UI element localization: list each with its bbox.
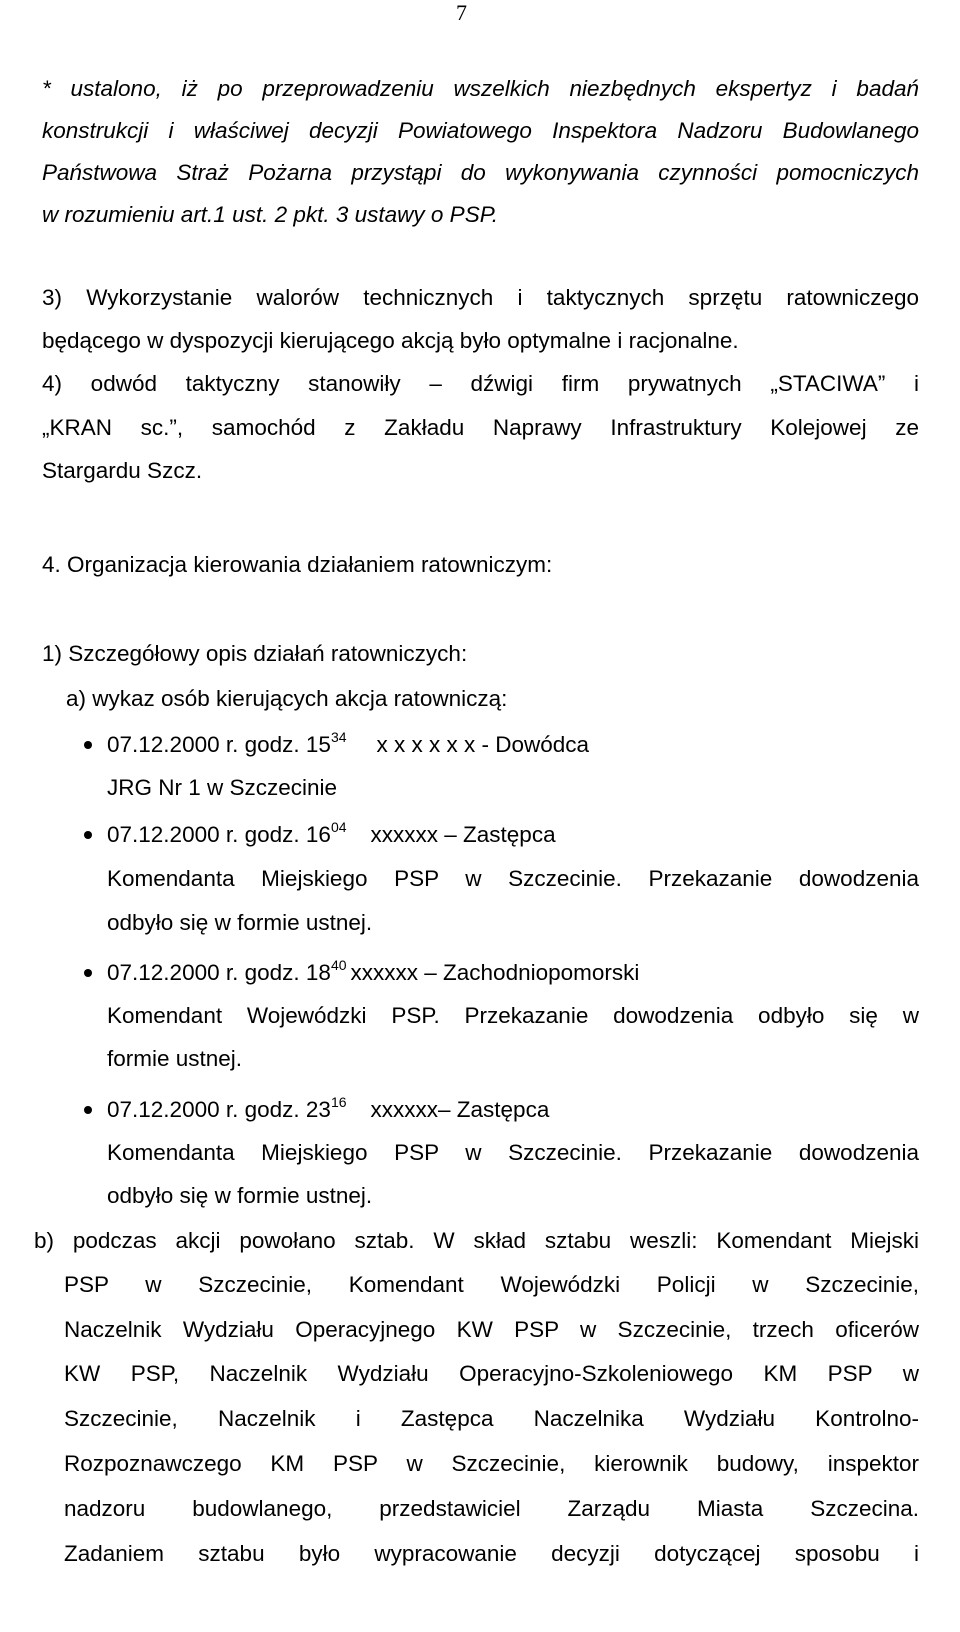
intro-line: Państwowa Straż Pożarna przystąpi do wykonywania czynności pomocniczych: [42, 160, 919, 185]
bullet-line: odbyło się w formie ustnej.: [107, 910, 373, 935]
subsection-item-b-line: KW PSP, Naczelnik Wydziału Operacyjno-Szkoleniowego KM PSP w: [64, 1361, 919, 1386]
intro-line: * ustalono, iż po przeprowadzeniu wszelkich niezbędnych ekspertyz i badań: [42, 76, 919, 101]
subsection-item-b-line: b) podczas akcji powołano sztab. W skład sztabu weszli: Komendant Miejski: [34, 1228, 919, 1253]
bullet-line: Komendanta Miejskiego PSP w Szczecinie. Przekazanie dowodzenia: [107, 866, 919, 891]
bullet-icon: [84, 831, 92, 839]
subsection-item-b-line: PSP w Szczecinie, Komendant Wojewódzki Policji w Szczecinie,: [64, 1272, 919, 1297]
subsection-item-a: a) wykaz osób kierujących akcja ratowniczą:: [66, 686, 508, 711]
point-3-line: 3) Wykorzystanie walorów technicznych i taktycznych sprzętu ratowniczego: [42, 285, 919, 310]
section-heading: 4. Organizacja kierowania działaniem ratowniczym:: [42, 552, 553, 577]
point-4-line: „KRAN sc.”, samochód z Zakładu Naprawy Infrastruktury Kolejowej ze: [42, 415, 919, 440]
intro-line: w rozumieniu art.1 ust. 2 pkt. 3 ustawy o PSP.: [42, 202, 499, 227]
intro-line: konstrukcji i właściwej decyzji Powiatowego Inspektora Nadzoru Budowlanego: [42, 118, 919, 143]
bullet-icon: [84, 969, 92, 977]
bullet-line: 07.12.2000 r. godz. $16^{04}$ xxxxxx – Zastępca: [107, 818, 556, 847]
bullet-line: JRG Nr 1 w Szczecinie: [107, 775, 338, 800]
bullet-line: 07.12.2000 r. godz. $15^{34}$ x x x x x x - Dowódca: [107, 728, 590, 757]
bullet-line: odbyło się w formie ustnej.: [107, 1183, 373, 1208]
subsection-item-b-line: Zadaniem sztabu było wypracowanie decyzji dotyczącej sposobu i: [64, 1541, 919, 1566]
page-number: 7: [456, 0, 467, 25]
subsection-item-b-line: Naczelnik Wydziału Operacyjnego KW PSP w Szczecinie, trzech oficerów: [64, 1317, 919, 1342]
bullet-line: 07.12.2000 r. godz. $23^{16}$ xxxxxx– Zastępca: [107, 1093, 550, 1122]
bullet-line: Komendant Wojewódzki PSP. Przekazanie dowodzenia odbyło się w: [107, 1003, 919, 1028]
point-4-line: Stargardu Szcz.: [42, 458, 203, 483]
bullet-icon: [84, 741, 92, 749]
point-4-line: 4) odwód taktyczny stanowiły – dźwigi firm prywatnych „STACIWA” i: [42, 371, 919, 396]
bullet-line: formie ustnej.: [107, 1046, 243, 1071]
subsection-title: 1) Szczegółowy opis działań ratowniczych:: [42, 641, 468, 666]
bullet-icon: [84, 1106, 92, 1114]
point-3-line: będącego w dyspozycji kierującego akcją było optymalne i racjonalne.: [42, 328, 739, 353]
subsection-item-b-line: Rozpoznawczego KM PSP w Szczecinie, kierownik budowy, inspektor: [64, 1451, 919, 1476]
bullet-line: Komendanta Miejskiego PSP w Szczecinie. Przekazanie dowodzenia: [107, 1140, 919, 1165]
bullet-line: 07.12.2000 r. godz. $18^{40}$ xxxxxx – Zachodniopomorski: [107, 956, 640, 985]
subsection-item-b-line: nadzoru budowlanego, przedstawiciel Zarządu Miasta Szczecina.: [64, 1496, 919, 1521]
subsection-item-b-line: Szczecinie, Naczelnik i Zastępca Naczelnika Wydziału Kontrolno-: [64, 1406, 919, 1431]
